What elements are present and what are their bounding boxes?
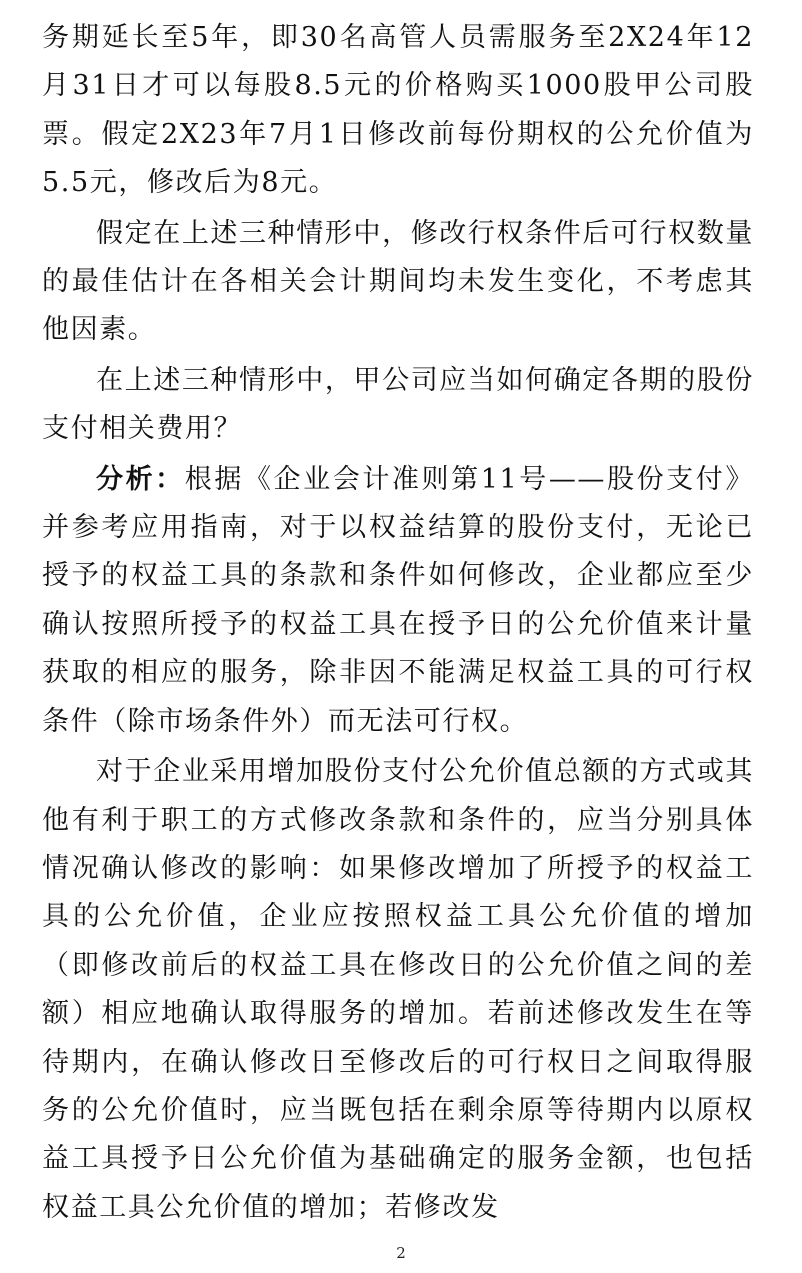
paragraph-assumption: 假定在上述三种情形中，修改行权条件后可行权数量的最佳估计在各相关会计期间均未发生变化，不考虑其他因素。	[42, 217, 754, 346]
document-body	[42, 14, 754, 1234]
paragraph-analysis	[42, 456, 754, 746]
paragraph-continuation: 务期延长至5年，即30名高管人员需服务至2X24年12月31日才可以每股8.5元的价格购买1000股甲公司股票。假定2X23年7月1日修改前每份期权的公允价值为5.5元，修改后为8元。	[42, 22, 754, 199]
analysis-label: 分析：	[96, 463, 185, 495]
analysis-text: 根据《企业会计准则第11号——股份支付》并参考应用指南，对于以权益结算的股份支付，无论已授予的权益工具的条款和条件如何修改，企业都应至少确认按照所授予的权益工具在授予日的公允价值来计量获取的相应的服务，除非因不能满足权益工具的可行权条件（除市场条件外）而无法可行权。	[42, 463, 754, 737]
paragraph-question: 在上述三种情形中，甲公司应当如何确定各期的股份支付相关费用？	[42, 364, 754, 445]
page-number: 2	[396, 1244, 406, 1262]
paragraph-modification-rules: 对于企业采用增加股份支付公允价值总额的方式或其他有利于职工的方式修改条款和条件的，应当分别具体情况确认修改的影响：如果修改增加了所授予的权益工具的公允价值，企业应按照权益工具公允价值的增加（即修改前后的权益工具在修改日的公允价值之间的差额）相应地确认取得服务的增加。若前述修改发生在等待期内，在确认修改日至修改后的可行权日之间取得服务的公允价值时，应当既包括在剩余原等待期内以原权益工具授予日公允价值为基础确定的服务金额，也包括权益工具公允价值的增加；若修改发	[42, 756, 754, 1223]
